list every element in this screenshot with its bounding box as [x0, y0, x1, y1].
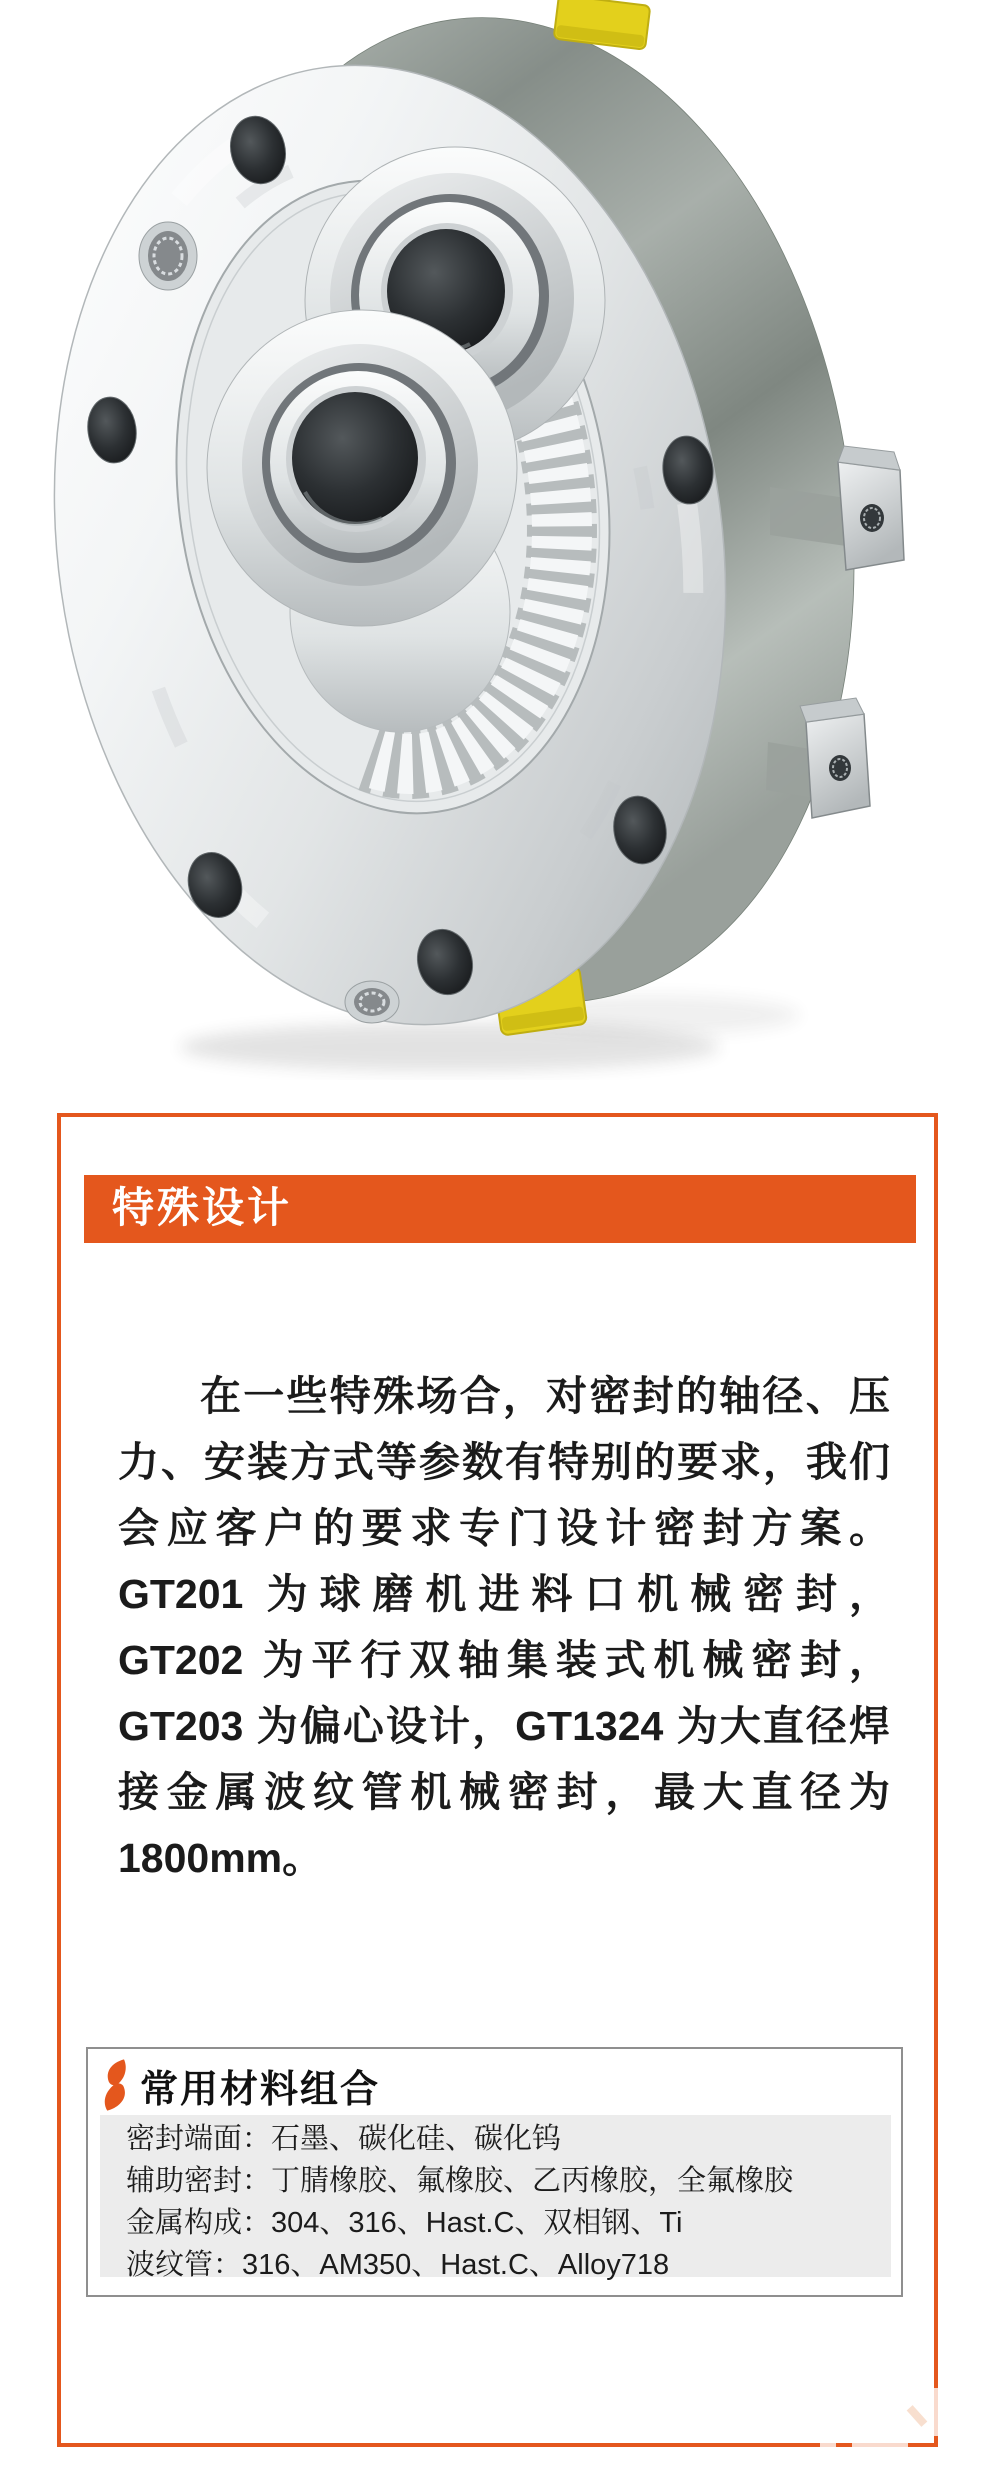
materials-title: 常用材料组合	[140, 2068, 381, 2111]
flame-logo-icon	[100, 2058, 132, 2112]
body-paragraph	[118, 1363, 890, 1891]
product-photo	[0, 0, 985, 1080]
mounting-clip-upper	[838, 446, 904, 570]
section-header-bar	[84, 1175, 916, 1243]
watermark-fragment	[852, 2441, 908, 2451]
materials-box	[86, 2047, 903, 2297]
paragraph-line: GT201 为球磨机进料口机械密封，	[118, 1571, 890, 1617]
materials-row	[126, 2160, 891, 2202]
mechanical-seal-photo	[0, 0, 985, 1080]
paragraph-line: 在一些特殊场合，对密封的轴径、压	[200, 1373, 890, 1419]
threaded-hole-left	[139, 222, 197, 290]
paragraph-line: 力、安装方式等参数有特别的要求，我们	[118, 1439, 890, 1485]
materials-row-value: 石墨、碳化硅、碳化钨	[271, 2123, 562, 2155]
paragraph-line: 会应客户的要求专门设计密封方案。	[118, 1505, 890, 1551]
materials-panel	[100, 2115, 891, 2281]
mounting-clip-lower	[800, 698, 870, 818]
materials-row-value: 丁腈橡胶、氟橡胶、乙丙橡胶，全氟橡胶	[271, 2165, 794, 2197]
materials-row	[126, 2244, 891, 2286]
shaft-assembly-lower	[207, 310, 517, 626]
paragraph-line: GT202 为平行双轴集装式机械密封，	[118, 1637, 890, 1683]
threaded-hole-bottom	[345, 981, 399, 1023]
materials-row-value: 304、316、Hast.C、双相钢、Ti	[271, 2207, 683, 2239]
materials-row-label: 密封端面：	[126, 2123, 272, 2155]
materials-row-value: 316、AM350、Hast.C、Alloy718	[242, 2249, 670, 2281]
materials-row-label: 辅助密封：	[126, 2165, 272, 2197]
content-card	[57, 1113, 938, 2447]
materials-row-label: 金属构成：	[126, 2207, 272, 2239]
materials-row	[126, 2118, 891, 2160]
paragraph-line: 1800mm。	[118, 1835, 324, 1881]
materials-row	[126, 2202, 891, 2244]
section-title: 特殊设计	[112, 1184, 293, 1231]
paragraph-line: 接金属波纹管机械密封，最大直径为	[118, 1769, 890, 1815]
watermark-fragment	[820, 2441, 836, 2451]
watermark-fragment	[933, 2388, 944, 2436]
materials-title-row	[100, 2057, 380, 2113]
materials-row-label: 波纹管：	[126, 2249, 243, 2281]
paragraph-line: GT203 为偏心设计，GT1324 为大直径焊	[118, 1703, 890, 1749]
